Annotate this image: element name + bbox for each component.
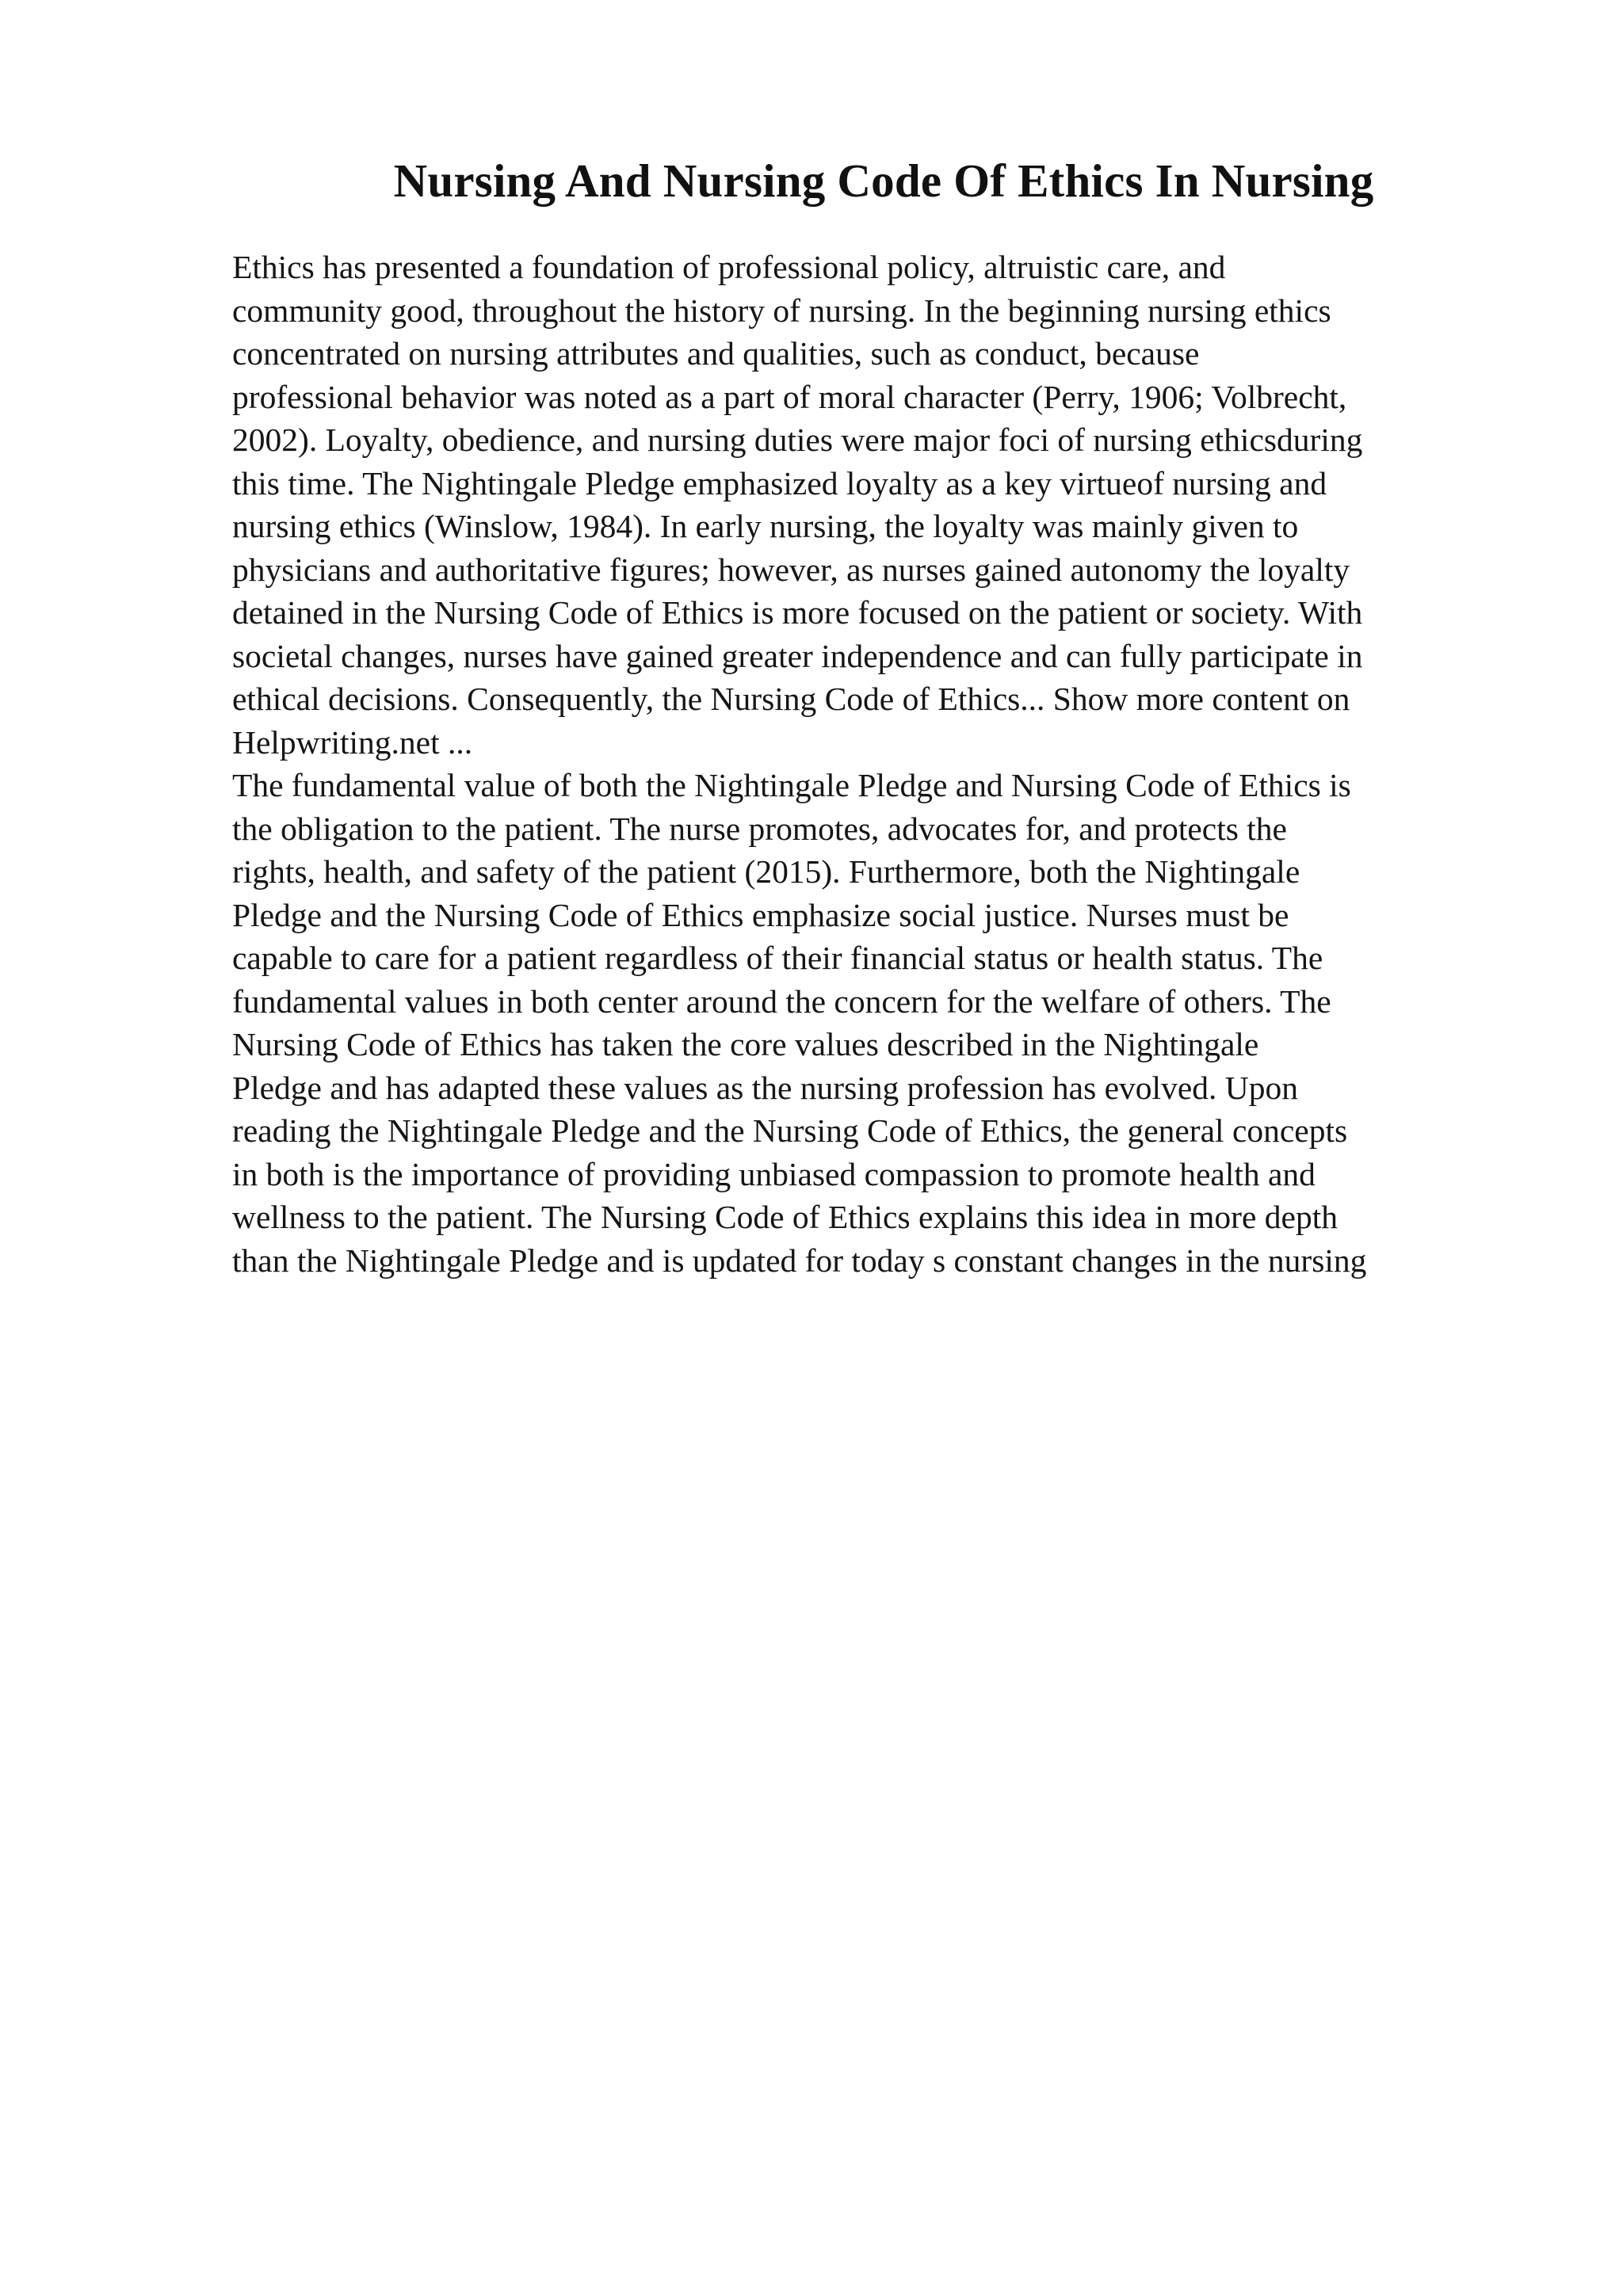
body-line: rights, health, and safety of the patient (2015). Furthermore, both the Nightingale [232,853,1300,890]
body-line: fundamental values in both center around the concern for the welfare of others. The [232,982,1331,1020]
body-line: community good, throughout the history of nursing. In the beginning nursing ethics [232,292,1331,329]
body-line: ethical decisions. Consequently, the Nursing Code of Ethics... Show more content on [232,681,1350,717]
body-line: professional behavior was noted as a part of moral character (Perry, 1906; Volbrecht, [232,378,1347,415]
body-line: concentrated on nursing attributes and qualities, such as conduct, because [232,335,1200,372]
body-line: Pledge and has adapted these values as the nursing profession has evolved. Upon [232,1069,1298,1106]
body-line: capable to care for a patient regardless of their financial status or health status. The [232,940,1323,976]
body-line: Pledge and the Nursing Code of Ethics emphasize social justice. Nurses must be [232,896,1289,933]
body-line: physicians and authoritative figures; however, as nurses gained autonomy the loyalty [232,551,1350,588]
body-line: than the Nightingale Pledge and is updated for today s constant changes in the nursing [232,1241,1367,1279]
body-line: Nursing Code of Ethics has taken the core values described in the Nightingale [232,1026,1259,1062]
body-line: in both is the importance of providing unbiased compassion to promote health and [232,1155,1316,1192]
body-line: societal changes, nurses have gained greater independence and can fully participate in [232,637,1363,674]
body-line: detained in the Nursing Code of Ethics is more focused on the patient or society. With [232,594,1363,631]
body-line: the obligation to the patient. The nurse promotes, advocates for, and protects the [232,810,1287,847]
body-line: Ethics has presented a foundation of professional policy, altruistic care, and [232,249,1226,285]
body-line: nursing ethics (Winslow, 1984). In early nursing, the loyalty was mainly given to [232,508,1299,544]
body-line: The fundamental value of both the Nightingale Pledge and Nursing Code of Ethics is [232,767,1351,803]
body-line: Helpwriting.net ... [232,723,473,761]
document-title: Nursing And Nursing Code Of Ethics In Nursing [393,154,1374,207]
body-line: 2002). Loyalty, obedience, and nursing duties were major foci of nursing ethicsduring [232,421,1363,458]
body-line: this time. The Nightingale Pledge emphasized loyalty as a key virtueof nursing and [232,464,1327,502]
body-line: wellness to the patient. The Nursing Code of Ethics explains this idea in more depth [232,1199,1338,1235]
document-body [232,246,1532,1282]
body-line: reading the Nightingale Pledge and the Nursing Code of Ethics, the general concepts [232,1112,1348,1149]
